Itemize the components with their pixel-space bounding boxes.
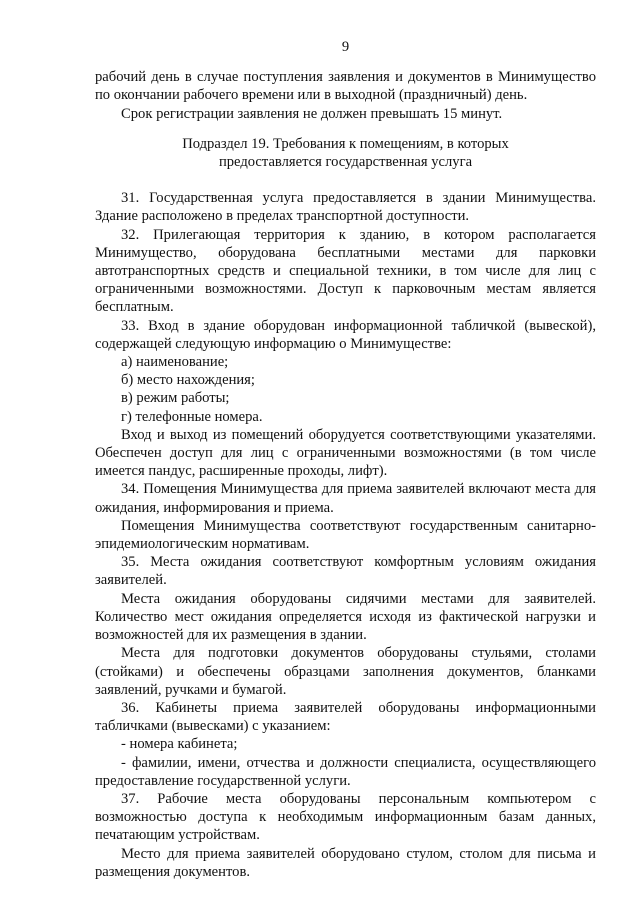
paragraph-35: 35. Места ожидания соответствуют комфортным условиям ожидания заявителей.: [95, 554, 596, 589]
paragraph-37: 37. Рабочие места оборудованы персональным компьютером с возможностью доступа к необходимым информационным базам данных, печатающим устройствам.: [95, 790, 596, 844]
paragraph-reception-place: Место для приема заявителей оборудовано стулом, столом для письма и размещения документов.: [95, 845, 596, 880]
paragraph-registration-time: Срок регистрации заявления не должен превышать 15 минут.: [121, 105, 503, 122]
list-item-a: а) наименование;: [121, 354, 229, 371]
section-heading-line-2: предоставляется государственная услуга: [218, 154, 473, 171]
list-item-specialist: - фамилии, имени, отчества и должности специалиста, осуществляющего предоставление государственной услуги.: [95, 754, 596, 789]
paragraph-waiting-seats: Места ожидания оборудованы сидячими местами для заявителей. Количество мест ожидания определяется исходя из фактической нагрузки и возможностей для их размещения в здании.: [95, 590, 596, 644]
paragraph-document-prep: Места для подготовки документов оборудованы стульями, столами (стойками) и обеспечены образцами заполнения документов, бланками заявлений, ручками и бумагой.: [95, 645, 596, 698]
paragraph-33: 33. Вход в здание оборудован информационной табличкой (вывеской), содержащей следующую информацию о Минимуществе:: [95, 317, 596, 352]
page-number: 9: [341, 39, 350, 55]
paragraph-entrance: Вход и выход из помещений оборудуется соответствующими указателями. Обеспечен доступ для лиц с ограниченными возможностями (в том числе имеется пандус, расширенные проходы, лифт).: [95, 426, 596, 480]
list-item-room-number: - номера кабинета;: [121, 736, 238, 753]
paragraph-36: 36. Кабинеты приема заявителей оборудованы информационными табличками (вывесками) с указанием:: [95, 699, 596, 735]
list-item-g: г) телефонные номера.: [121, 408, 263, 425]
paragraph-continuation: рабочий день в случае поступления заявления и документов в Минимущество по окончании рабочего времени или в выходной (праздничный) день.: [95, 69, 596, 104]
paragraph-sanitary: Помещения Минимущества соответствуют государственным санитарно-эпидемиологическим нормативам.: [95, 517, 596, 553]
paragraph-34: 34. Помещения Минимущества для приема заявителей включают места для ожидания, информирования и приема.: [95, 481, 596, 516]
paragraph-31: 31. Государственная услуга предоставляется в здании Минимущества. Здание расположено в пределах транспортной доступности.: [95, 190, 596, 225]
list-item-b: б) место нахождения;: [121, 372, 255, 389]
paragraph-32: 32. Прилегающая территория к зданию, в котором располагается Минимущество, оборудована бесплатными местами для парковки автотранспортных средств и специальной техники, в том числе для лиц с ограниченными возможностями. Доступ к парковочным местам является бесплатным.: [95, 226, 596, 316]
section-heading-line-1: Подраздел 19. Требования к помещениям, в которых: [182, 135, 509, 152]
list-item-v: в) режим работы;: [121, 390, 230, 407]
section-heading: [95, 135, 596, 171]
